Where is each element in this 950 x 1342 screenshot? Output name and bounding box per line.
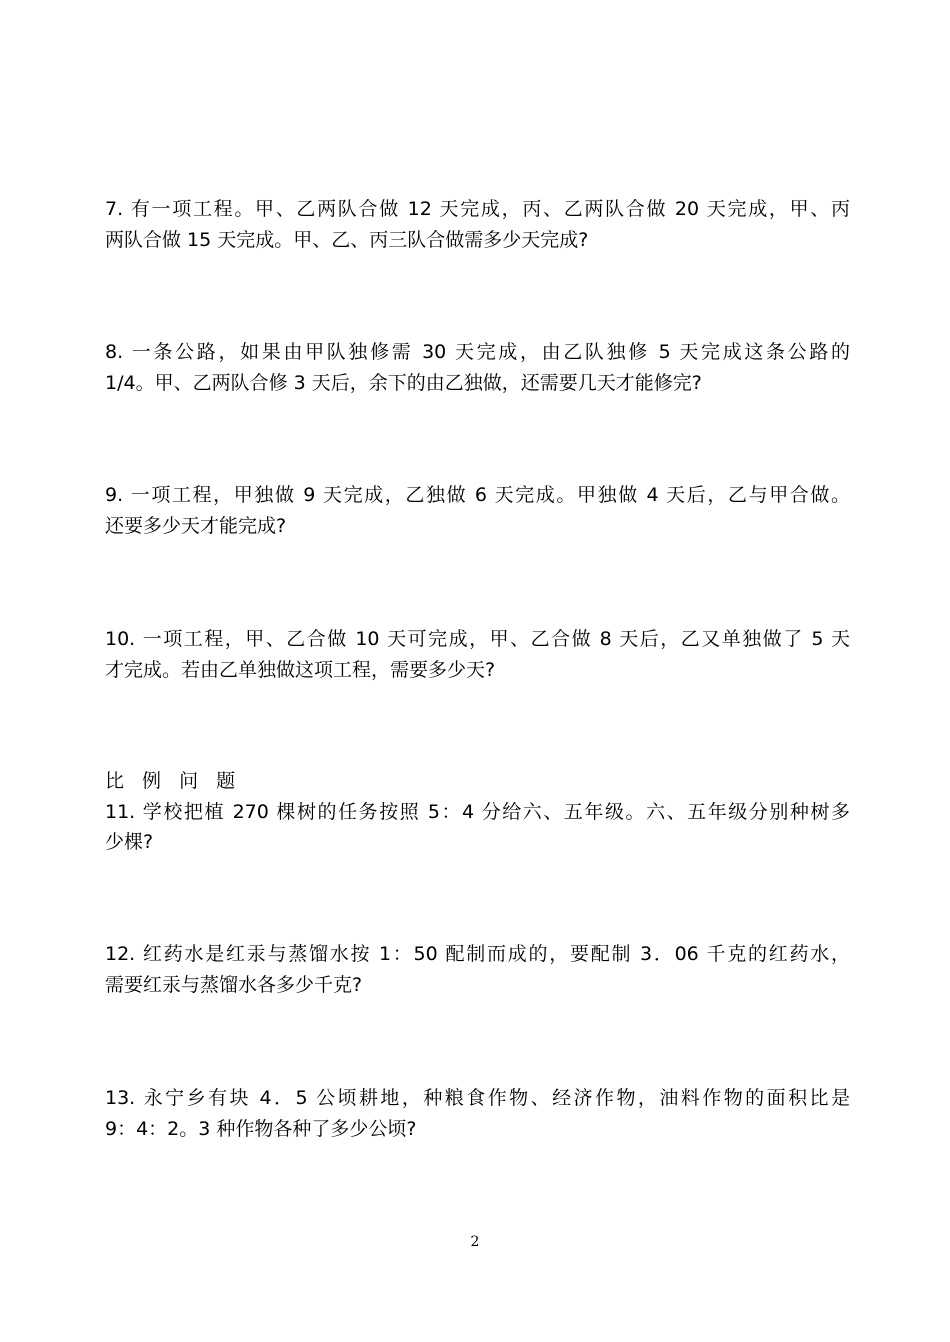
problem-13-line-1: 13. 永宁乡有块 4．5 公顷耕地，种粮食作物、经济作物，油料作物的面积比是 [105,1087,850,1109]
problem-8-line-2: 1/4。甲、乙两队合修 3 天后，余下的由乙独做，还需要几天才能修完? [105,372,702,394]
problem-12-line-2: 需要红汞与蒸馏水各多少千克? [105,974,363,996]
problem-9-line-1: 9. 一项工程，甲独做 9 天完成，乙独做 6 天完成。甲独做 4 天后，乙与甲合做。 [105,484,850,506]
page-number: 2 [470,1234,480,1250]
problem-12-line-1: 12. 红药水是红汞与蒸馏水按 1：50 配制而成的，要配制 3．06 千克的红药水， [105,943,850,965]
problem-13-line-2: 9：4：2。3 种作物各种了多少公顷? [105,1118,417,1140]
section-title: 比 例 问 题 [105,770,242,792]
problem-7-line-1: 7. 有一项工程。甲、乙两队合做 12 天完成，丙、乙两队合做 20 天完成，甲、丙 [105,198,850,220]
problem-9-line-2: 还要多少天才能完成? [105,515,287,537]
problem-11-line-1: 11. 学校把植 270 棵树的任务按照 5：4 分给六、五年级。六、五年级分别种树多 [105,801,850,823]
problem-7-line-2: 两队合做 15 天完成。甲、乙、丙三队合做需多少天完成? [105,229,589,251]
problem-11-line-2: 少棵? [105,831,154,853]
problem-10-line-2: 才完成。若由乙单独做这项工程，需要多少天? [105,659,496,681]
problem-8-line-1: 8. 一条公路，如果由甲队独修需 30 天完成，由乙队独修 5 天完成这条公路的 [105,341,850,363]
problem-10-line-1: 10. 一项工程，甲、乙合做 10 天可完成，甲、乙合做 8 天后，乙又单独做了 5 天 [105,628,850,650]
